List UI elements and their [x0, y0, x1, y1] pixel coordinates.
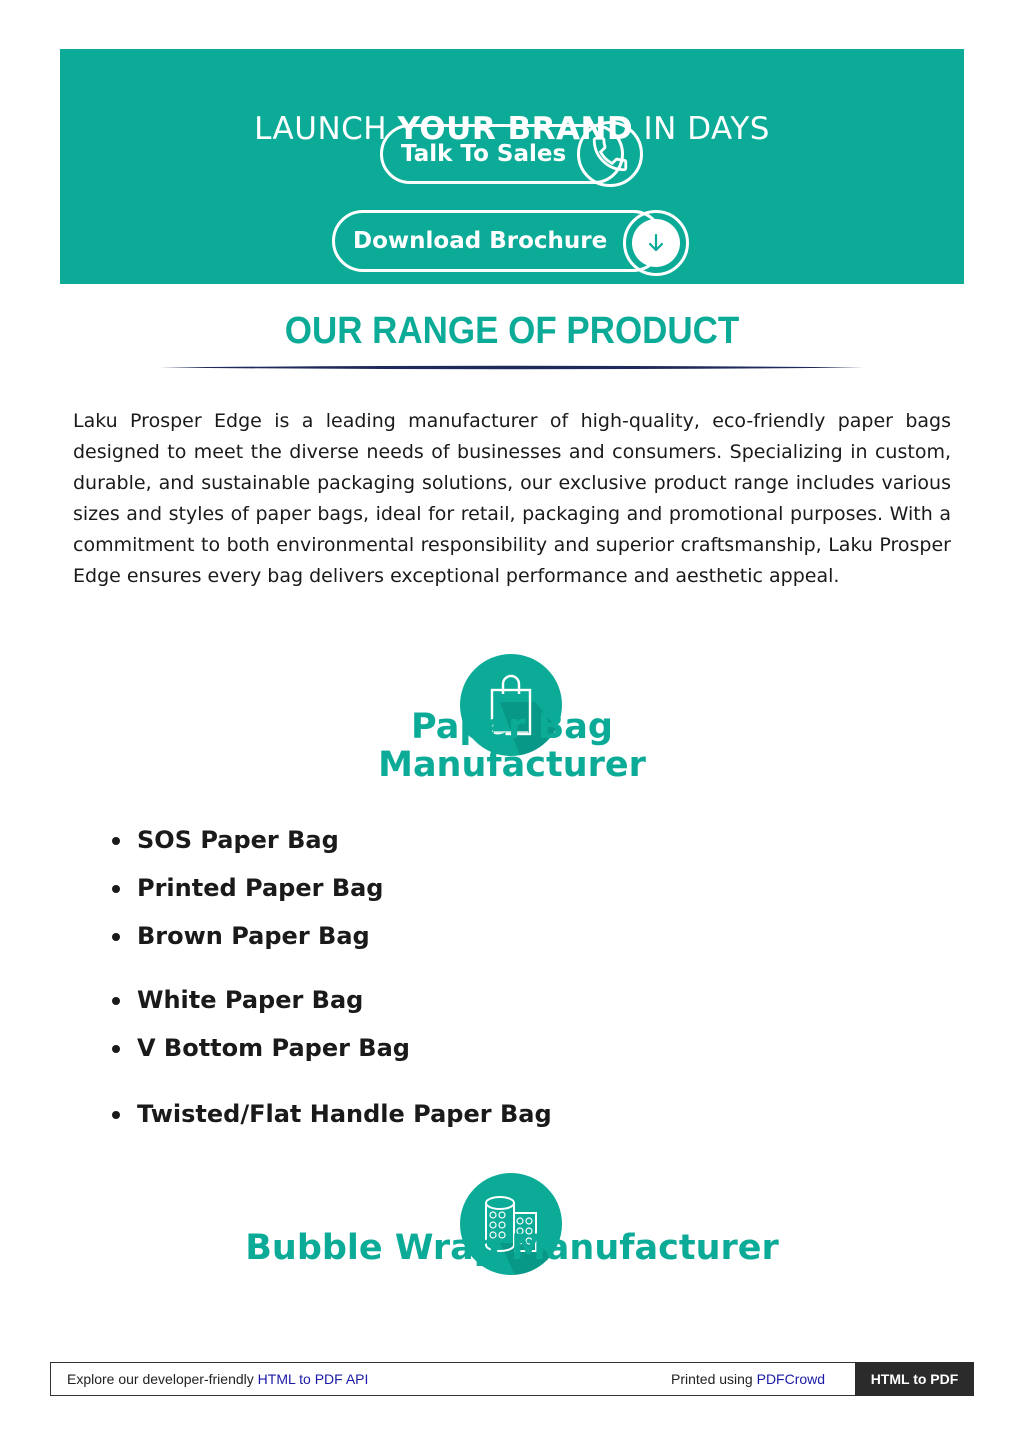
- range-title: OUR RANGE OF PRODUCT: [284, 310, 740, 352]
- pdf-footer: [50, 1362, 974, 1396]
- banner-title-pre: LAUNCH: [254, 111, 398, 147]
- bubble-wrap-section-title: Bubble Wrap Manufacturer: [245, 1228, 779, 1268]
- html-to-pdf-api-link[interactable]: HTML to PDF API: [257, 1371, 369, 1387]
- footer-right: [671, 1371, 825, 1387]
- footer-left-text: Explore our developer-friendly: [67, 1371, 258, 1387]
- banner-title-bold: YOUR BRAND: [397, 111, 634, 147]
- list-item: V Bottom Paper Bag: [110, 1030, 552, 1096]
- talk-to-sales-button[interactable]: [380, 124, 624, 184]
- paper-bag-title-line2: Manufacturer: [378, 745, 646, 785]
- download-brochure-label: Download Brochure: [353, 228, 608, 254]
- banner-title-post: IN DAYS: [633, 111, 770, 147]
- list-item: Brown Paper Bag: [110, 918, 552, 982]
- list-item: Printed Paper Bag: [110, 870, 552, 918]
- list-item: White Paper Bag: [110, 982, 552, 1030]
- footer-right-text: Printed using: [671, 1371, 757, 1387]
- phone-icon-ring: [577, 121, 643, 187]
- pdfcrowd-link[interactable]: PDFCrowd: [756, 1371, 826, 1387]
- range-intro-paragraph: Laku Prosper Edge is a leading manufacturer of high-quality, eco-friendly paper bags designed to meet the diverse needs of businesses and consumers. Specializing in custom, durable, and sustainable packaging solutions, our exclusive product range includes various sizes and styles of paper bags, ideal for retail, packaging and promotional purposes. With a commitment to both environmental responsibility and superior craftsmanship, Laku Prosper Edge ensures every bag delivers exceptional performance and aesthetic appeal.: [73, 410, 951, 587]
- phone-icon: [584, 128, 636, 180]
- paper-bag-list: [110, 822, 552, 1144]
- download-arrow-icon: [632, 219, 680, 267]
- footer-left: [67, 1371, 368, 1387]
- html-to-pdf-button[interactable]: HTML to PDF: [855, 1362, 974, 1396]
- list-item: SOS Paper Bag: [110, 822, 552, 870]
- list-item: Twisted/Flat Handle Paper Bag: [110, 1096, 552, 1144]
- download-brochure-button[interactable]: [332, 210, 664, 272]
- download-icon-ring: [623, 210, 689, 276]
- title-divider: [160, 365, 864, 370]
- talk-to-sales-label: Talk To Sales: [401, 141, 567, 167]
- paper-bag-title-line1: Paper Bag: [411, 707, 613, 747]
- paper-bag-section-title: [0, 708, 1024, 784]
